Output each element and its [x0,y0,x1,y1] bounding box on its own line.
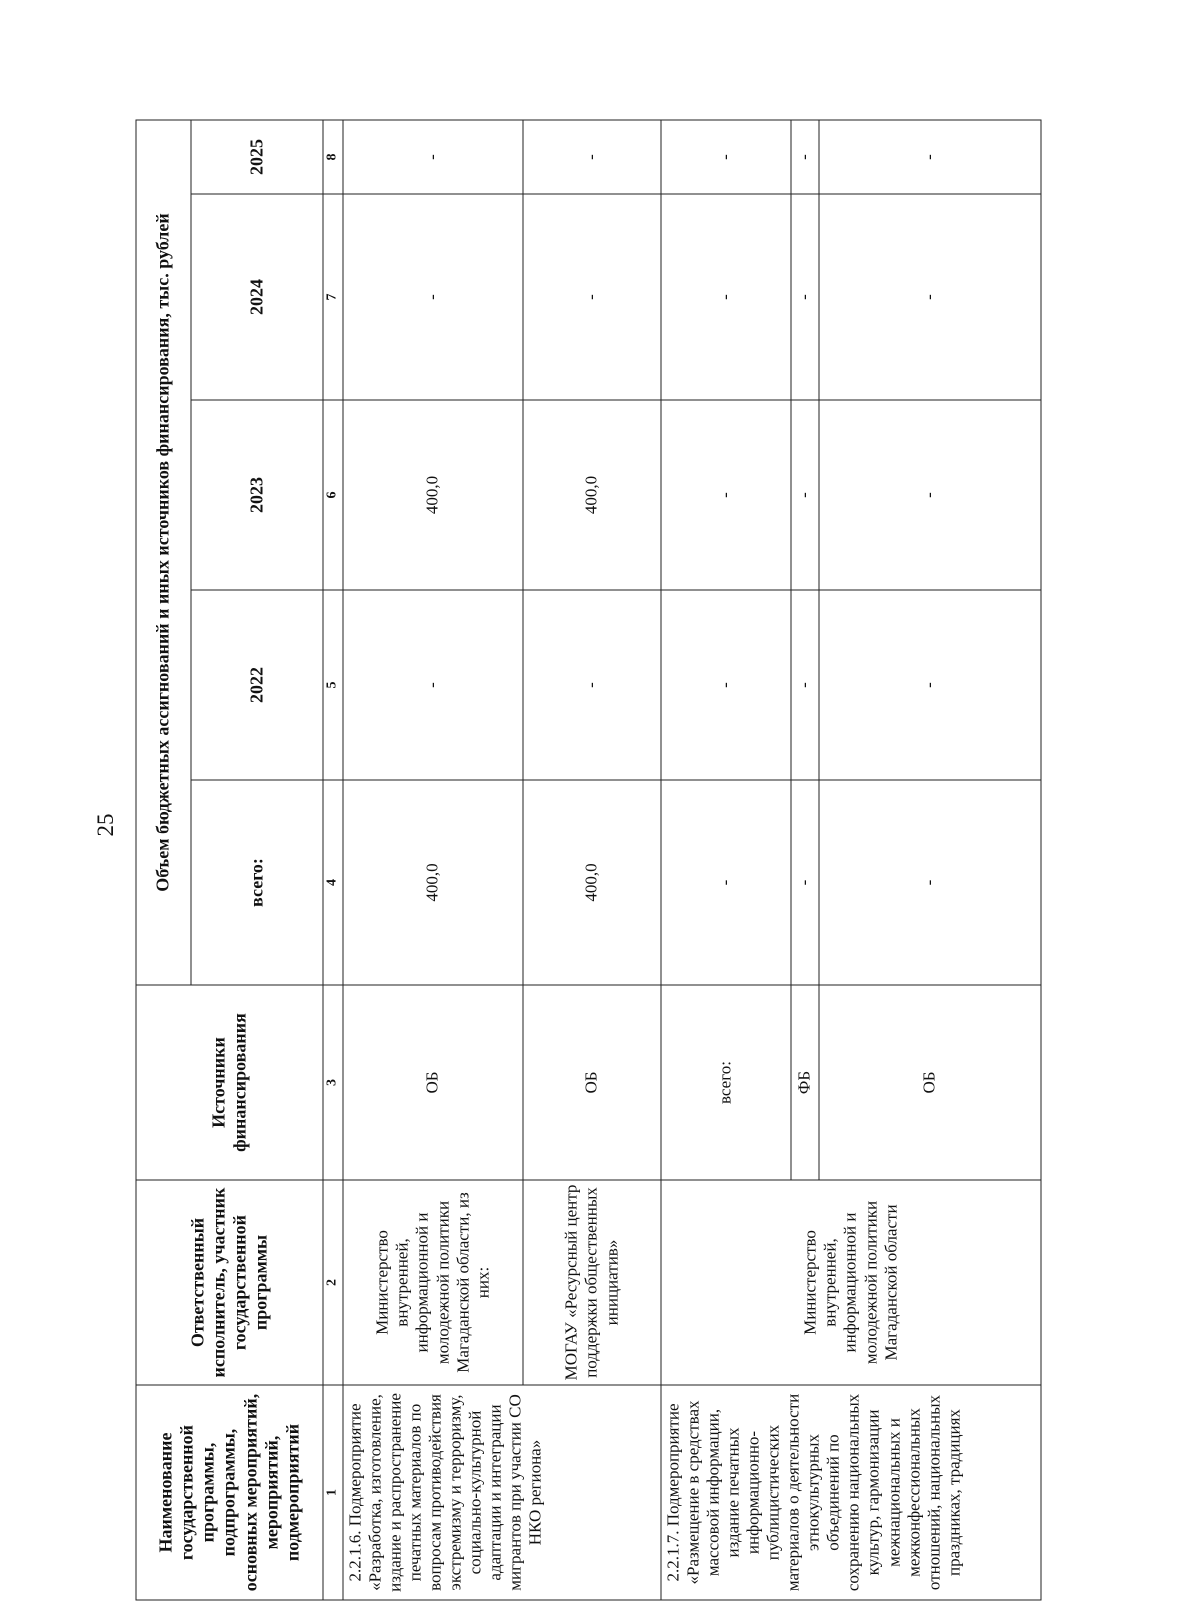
value-2024-cell: - [343,194,523,400]
value-2024-cell: - [523,194,661,400]
header-total: всего: [191,780,323,985]
value-2023-cell: - [661,400,791,590]
column-number: 4 [323,780,343,985]
column-number: 5 [323,590,343,780]
value-2023-cell: - [819,400,1041,590]
value-2023-cell: - [791,400,819,590]
value-2025-cell: - [661,120,791,194]
column-number: 7 [323,194,343,400]
value-2022-cell: - [791,590,819,780]
value-2025-cell: - [343,120,523,194]
source-cell: ФБ [791,985,819,1180]
header-2022: 2022 [191,590,323,780]
header-2023: 2023 [191,400,323,590]
header-name: Наименование государственной программы, подпрограммы, основных мероприятий, мероприятий, подмероприятий [136,1385,323,1600]
table-row [523,120,661,1600]
rotated-document-sheet [136,121,1041,1601]
column-number: 2 [323,1180,343,1385]
source-cell: всего: [661,985,791,1180]
column-number: 8 [323,120,343,194]
header-2025: 2025 [191,120,323,194]
activity-name-cell: 2.2.1.7. Подмероприятие «Размещение в средствах массовой информации, издание печатных информационно-публицистических материалов о деятельности этнокультурных объединений по сохранению национальных культур, гармонизации межнациональных и межконфессиональных отношений, национальных праздниках, традициях [661,1385,1041,1600]
value-2022-cell: - [343,590,523,780]
table-row [343,120,523,1600]
value-2023-cell: 400,0 [343,400,523,590]
source-cell: ОБ [343,985,523,1180]
activity-name-cell: 2.2.1.6. Подмероприятие «Разработка, изготовление, издание и распространение печатных материалов по вопросам противодействия экстремизму и терроризму, социально-культурной адаптации и интеграции мигрантов при участии СО НКО региона» [343,1385,661,1600]
header-executor: Ответственный исполнитель, участник государственной программы [136,1180,323,1385]
value-2024-cell: - [791,194,819,400]
value-2025-cell: - [523,120,661,194]
column-number: 1 [323,1385,343,1600]
executor-cell: Министерство внутренней, информационной и молодежной политики Магаданской области, из них: [343,1180,523,1385]
value-total-cell: 400,0 [523,780,661,985]
source-cell: ОБ [819,985,1041,1180]
value-2022-cell: - [819,590,1041,780]
executor-cell: МОГАУ «Ресурсный центр поддержки общественных инициатив» [523,1180,661,1385]
header-volume-group: Объем бюджетных ассигнований и иных источников финансирования, тыс. рублей [136,120,191,985]
source-cell: ОБ [523,985,661,1180]
value-2022-cell: - [523,590,661,780]
header-sources: Источники финансирования [136,985,323,1180]
table-row [661,120,791,1600]
header-2024: 2024 [191,194,323,400]
column-numbers-row [323,120,343,1600]
value-total-cell: - [791,780,819,985]
executor-cell: Министерство внутренней, информационной и молодежной политики Магаданской области [661,1180,1041,1385]
value-2022-cell: - [661,590,791,780]
value-2023-cell: 400,0 [523,400,661,590]
value-total-cell: - [819,780,1041,985]
value-total-cell: 400,0 [343,780,523,985]
page-number: 25 [93,813,118,837]
value-total-cell: - [661,780,791,985]
value-2025-cell: - [791,120,819,194]
column-number: 3 [323,985,343,1180]
value-2025-cell: - [819,120,1041,194]
value-2024-cell: - [819,194,1041,400]
financing-table [136,120,1042,1601]
column-number: 6 [323,400,343,590]
value-2024-cell: - [661,194,791,400]
